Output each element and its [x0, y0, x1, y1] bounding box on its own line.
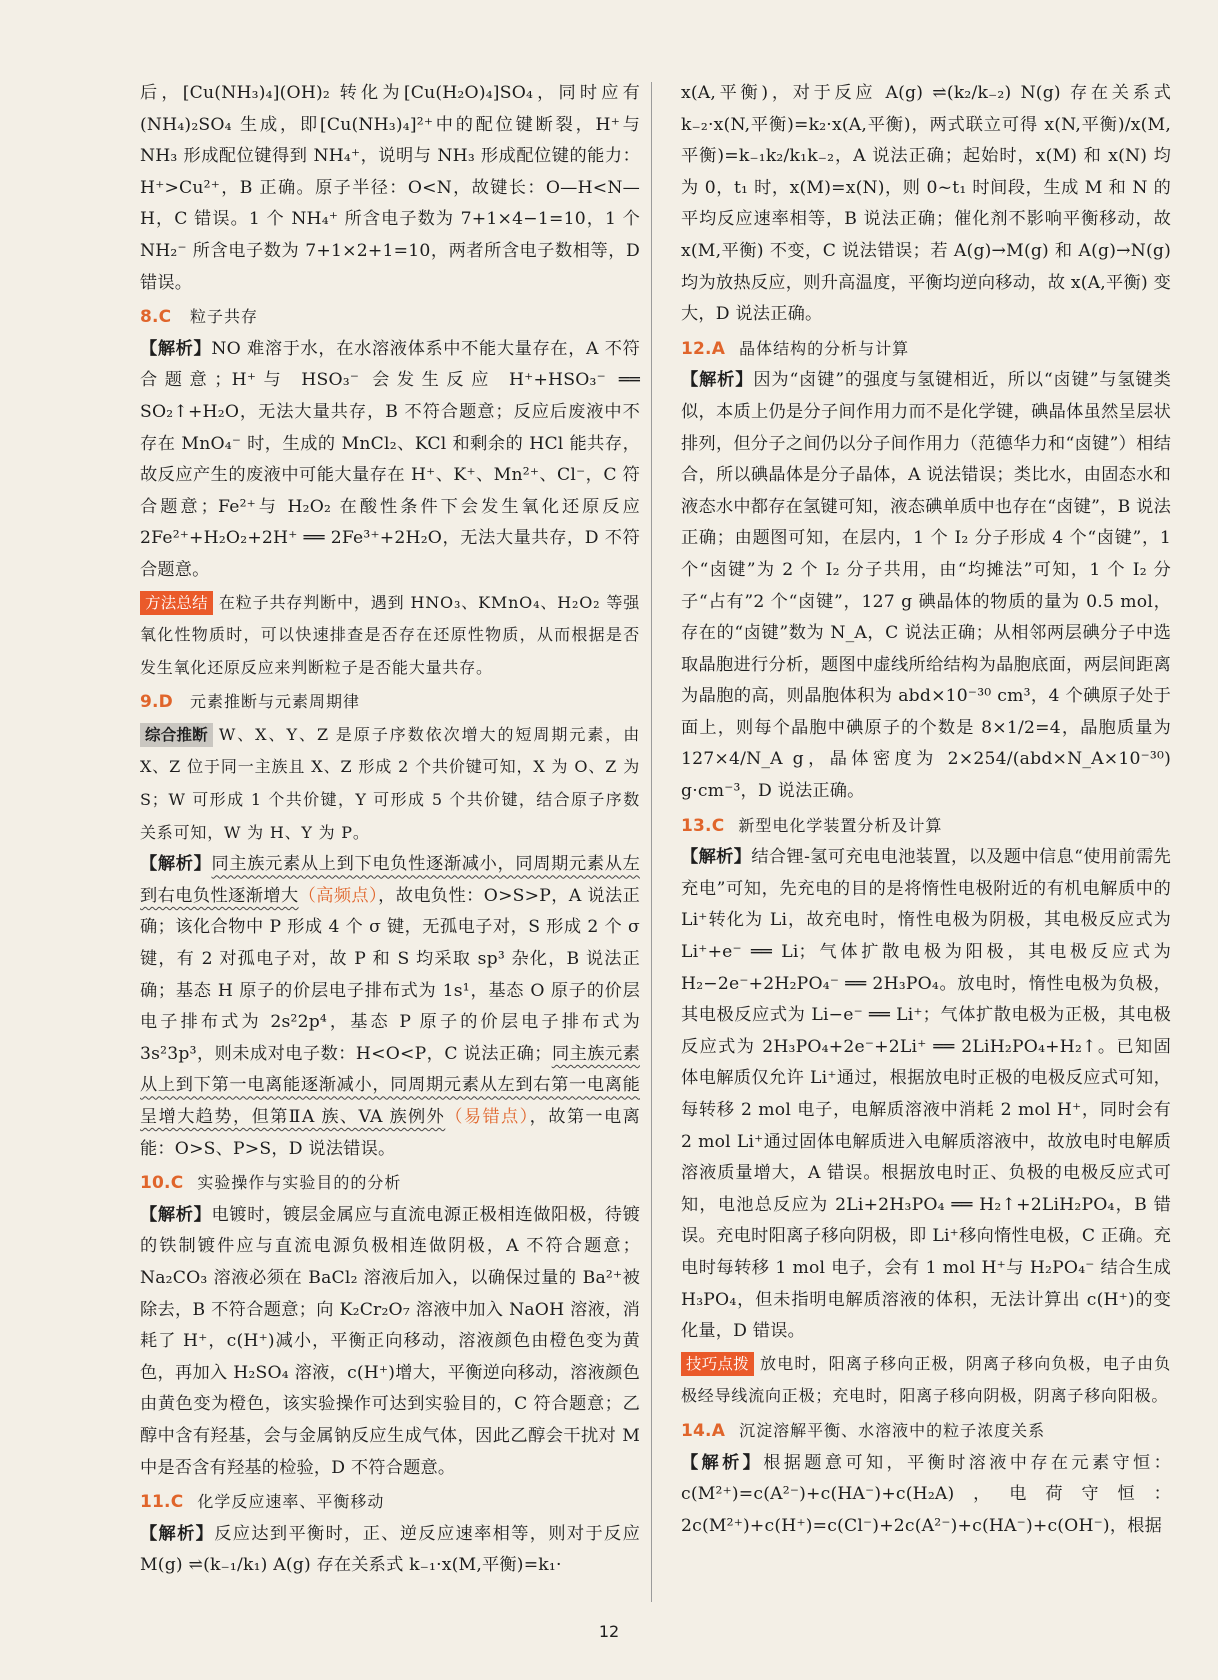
q12-analysis — [681, 365, 1171, 807]
q10-analysis — [140, 1200, 640, 1484]
q12-topic: 晶体结构的分析与计算 — [739, 338, 910, 358]
q14-analysis-label: 【解析】 — [681, 1452, 764, 1473]
q9-key-point-1: 同主族元素从上到下电负性逐渐减小，同周期元素从左到右电负性逐渐增大 — [140, 854, 640, 906]
q12-header — [681, 333, 1171, 366]
q8-topic: 粒子共存 — [190, 307, 259, 327]
q9-analysis — [140, 849, 640, 1165]
q9-inference-text: W、X、Y、Z 是原子序数依次增大的短周期元素，由 X、Z 位于同一主族且 X、Z 形成 2 个共价键可知，X 为 O、Z 为 S；W 可形成 1 个共价键，Y 可形成 5 个共价键，结合原子序数关系可知，W 为 H、Y 为 P。 — [140, 724, 640, 842]
q14-topic: 沉淀溶解平衡、水溶液中的粒子浓度关系 — [739, 1420, 1046, 1440]
q14-header — [681, 1415, 1171, 1448]
q13-answer: 13.C — [681, 815, 725, 836]
q9-analysis-text-2: ，故第一电离能：O>S、P>S，D 说法错误。 — [140, 1107, 641, 1159]
q8-analysis — [140, 334, 640, 587]
q11-answer: 11.C — [140, 1492, 184, 1513]
q10-header — [140, 1167, 640, 1200]
q11-continuation: x(A,平衡)，对于反应 A(g) ⇌(k₂/k₋₂) N(g) 存在关系式 k₋₂·x(N,平衡)=k₂·x(A,平衡)，两式联立可得 x(N,平衡)/x(M,平衡)=k₋₁k₂/k₁k₋₂，A 说法正确；起始时，x(M) 和 x(N) 均为 0，t₁ 时，x(M)=x(N)，则 0~t₁ 时间段，生成 M 和 N 的平均反应速率相等，B 说法正确；催化剂不影响平衡移动，故 x(M,平衡) 不变，C 说法错误；若 A(g)→M(g) 和 A(g)→N(g) 均为放热反应，则升高温度，平衡均逆向移动，故 x(A,平衡) 变大，D 说法正确。 — [681, 83, 1171, 325]
right-column — [681, 78, 1171, 1542]
q10-analysis-label: 【解析】 — [140, 1204, 212, 1225]
q13-analysis-label: 【解析】 — [681, 847, 752, 868]
q8-analysis-label: 【解析】 — [140, 338, 212, 359]
q9-key-point-2: 同主族元素从上到下第一电离能逐渐减小，同周期元素从左到右第一电离能呈增大趋势，但第ⅡA 族、VA 族例外 — [140, 1043, 640, 1127]
q14-answer: 14.A — [681, 1420, 726, 1441]
q13-analysis-text: 结合锂-氢可充电电池装置，以及题中信息“使用前需先充电”可知，先充电的目的是将惰性电极附近的有机电解质中的 Li⁺转化为 Li，故充电时，惰性电极为阴极，其电极反应式为 Li⁺+e⁻ ══ Li；气体扩散电极为阳极，其电极反应式为 H₂−2e⁻+2H₂PO₄⁻ ══ 2H₃PO₄。放电时，惰性电极为负极，其电极反应式为 Li−e⁻ ══ Li⁺；气体扩散电极为正极，其电极反应式为 2H₃PO₄+2e⁻+2Li⁺ ══ 2LiH₂PO₄+H₂↑。已知固体电解质仅允许 Li⁺通过，根据放电时正极的电极反应式可知，每转移 2 mol 电子，电解质溶液中消耗 2 mol H⁺，同时会有 2 mol Li⁺通过固体电解质进入电解质溶液中，故放电时电解质溶液质量增大，A 错误。根据放电时正、负极的电极反应式可知，电池总反应为 2Li+2H₃PO₄ ══ H₂↑+2LiH₂PO₄，B 错误。充电时阳离子移向阴极，即 Li⁺移向惰性电极，C 正确。充电时每转移 1 mol 电子，会有 1 mol H⁺与 H₂PO₄⁻ 结合生成 H₃PO₄，但未指明电解质溶液的体积，无法计算出 c(H⁺)的变化量，D 错误。 — [681, 847, 1171, 1342]
q13-topic: 新型电化学装置分析及计算 — [738, 815, 943, 835]
page-number: 12 — [598, 1622, 620, 1641]
q9-error-prone-tag: （易错点） — [445, 1107, 530, 1127]
q13-tip-badge: 技巧点拨 — [681, 1352, 754, 1376]
q13-tip — [681, 1348, 1171, 1413]
q11-analysis-label: 【解析】 — [140, 1523, 215, 1544]
q12-analysis-label: 【解析】 — [681, 370, 754, 391]
q9-inference — [140, 719, 640, 849]
q11-analysis — [140, 1519, 640, 1582]
q12-answer: 12.A — [681, 338, 726, 359]
q11-analysis-text: 反应达到平衡时，正、逆反应速率相等，则对于反应 M(g) ⇌(k₋₁/k₁) A(g) 存在关系式 k₋₁·x(M,平衡)=k₁· — [140, 1523, 640, 1576]
q7-continuation: 后，[Cu(NH₃)₄](OH)₂ 转化为[Cu(H₂O)₄]SO₄，同时应有(NH₄)₂SO₄ 生成，即[Cu(NH₃)₄]²⁺中的配位键断裂，H⁺与 NH₃ 形成配位键得到 NH₄⁺，说明与 NH₃ 形成配位键的能力：H⁺>Cu²⁺，B 正确。原子半径：O<N，故键长：O—H<N—H，C 错误。1 个 NH₄⁺ 所含电子数为 7+1×4−1=10，1 个 NH₂⁻ 所含电子数为 7+1×2+1=10，两者所含电子数相等，D 错误。 — [140, 83, 640, 293]
q11-header — [140, 1486, 640, 1519]
q9-analysis-label: 【解析】 — [140, 854, 212, 875]
q9-topic: 元素推断与元素周期律 — [190, 692, 361, 712]
q9-answer: 9.D — [140, 692, 173, 713]
q11-topic: 化学反应速率、平衡移动 — [197, 1492, 385, 1512]
q13-tip-text: 放电时，阳离子移向正极，阴离子移向负极，电子由负极经导线流向正极；充电时，阳离子移向阴极，阴离子移向阳极。 — [681, 1353, 1171, 1406]
q8-tip-badge: 方法总结 — [140, 591, 213, 615]
q13-analysis — [681, 842, 1171, 1348]
column-divider — [651, 82, 652, 1602]
q14-analysis — [681, 1448, 1171, 1543]
q10-answer: 10.C — [140, 1173, 184, 1194]
q8-header — [140, 301, 640, 334]
q9-high-frequency-tag: （高频点） — [298, 885, 379, 906]
q13-header — [681, 810, 1171, 843]
q12-analysis-text: 因为“卤键”的强度与氢键相近，所以“卤键”与氢键类似，本质上仍是分子间作用力而不是化学键，碘晶体虽然呈层状排列，但分子之间仍以分子间作用力（范德华力和“卤键”）相结合，所以碘晶体是分子晶体，A 说法错误；类比水，由固态水和液态水中都存在氢键可知，液态碘单质中也存在“卤键”，B 说法正确；由题图可知，在层内，1 个 I₂ 分子形成 4 个“卤键”，1 个“卤键”为 2 个 I₂ 分子共用，由“均摊法”可知，1 个 I₂ 分子“占有”2 个“卤键”，127 g 碘晶体的物质的量为 0.5 mol，存在的“卤键”数为 N_A，C 说法正确；从相邻两层碘分子中选取晶胞进行分析，题图中虚线所给结构为晶胞底面，两层间距离为晶胞的高，则晶胞体积为 abd×10⁻³⁰ cm³，4 个碘原子处于面上，则每个晶胞中碘原子的个数是 8×1/2=4，晶胞质量为 127×4/N_A g，晶体密度为 2×254/(abd×N_A×10⁻³⁰) g·cm⁻³，D 说法正确。 — [681, 370, 1171, 802]
q10-topic: 实验操作与实验目的的分析 — [197, 1173, 402, 1193]
q9-inference-badge: 综合推断 — [140, 723, 213, 747]
q14-analysis-text: 根据题意可知，平衡时溶液中存在元素守恒：c(M²⁺)=c(A²⁻)+c(HA⁻)+c(H₂A)，电荷守恒：2c(M²⁺)+c(H⁺)=c(Cl⁻)+2c(A²⁻)+c(HA⁻)+c(OH⁻)，根据 — [681, 1452, 1171, 1536]
left-column — [140, 78, 640, 1582]
q8-tip-text: 在粒子共存判断中，遇到 HNO₃、KMnO₄、H₂O₂ 等强氧化性物质时，可以快速排查是否存在还原性物质，从而根据是否发生氧化还原反应来判断粒子是否能大量共存。 — [140, 592, 640, 677]
q10-analysis-text: 电镀时，镀层金属应与直流电源正极相连做阳极，待镀的铁制镀件应与直流电源负极相连做阴极，A 不符合题意；Na₂CO₃ 溶液必须在 BaCl₂ 溶液后加入，以确保过量的 Ba²⁺被除去，B 不符合题意；向 K₂Cr₂O₇ 溶液中加入 NaOH 溶液，消耗了 H⁺，c(H⁺)减小，平衡正向移动，溶液颜色由橙色变为黄色，再加入 H₂SO₄ 溶液，c(H⁺)增大，平衡逆向移动，溶液颜色由黄色变为橙色，该实验操作可达到实验目的，C 符合题意；乙醇中含有羟基，会与金属钠反应生成气体，因此乙醇会干扰对 M 中是否含有羟基的检验，D 不符合题意。 — [140, 1204, 640, 1478]
q9-analysis-text-1: ，故电负性：O>S>P，A 说法正确；该化合物中 P 形成 4 个 σ 键，无孤电子对，S 形成 2 个 σ 键，有 2 对孤电子对，故 P 和 S 均采取 sp³ 杂化，B 说法正确；基态 H 原子的价层电子排布式为 1s¹，基态 O 原子的价层电子排布式为 2s²2p⁴，基态 P 原子的价层电子排布式为 3s²3p³，则未成对电子数：H<O<P，C 说法正确； — [140, 885, 640, 1064]
q8-analysis-text: NO 难溶于水，在水溶液体系中不能大量存在，A 不符合题意；H⁺与 HSO₃⁻ 会发生反应 H⁺+HSO₃⁻ ══ SO₂↑+H₂O，无法大量共存，B 不符合题意；反应后废液中不存在 MnO₄⁻ 时，生成的 MnCl₂、KCl 和剩余的 HCl 能共存，故反应产生的废液中可能大量存在 H⁺、K⁺、Mn²⁺、Cl⁻，C 符合题意；Fe²⁺与 H₂O₂ 在酸性条件下会发生氧化还原反应 2Fe²⁺+H₂O₂+2H⁺ ══ 2Fe³⁺+2H₂O，无法大量共存，D 不符合题意。 — [140, 338, 640, 580]
q9-header — [140, 686, 640, 719]
q8-tip — [140, 587, 640, 685]
q8-answer: 8.C — [140, 307, 172, 328]
